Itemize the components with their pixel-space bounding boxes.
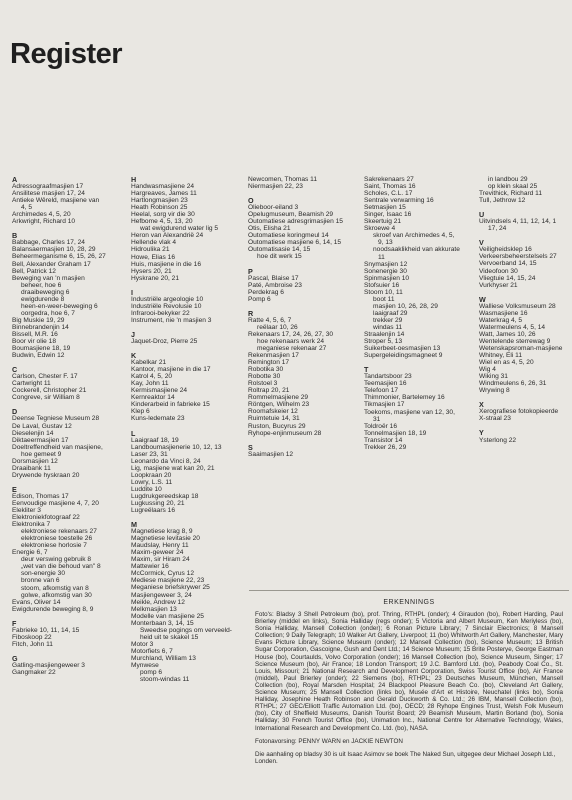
index-entry: Klep 6 <box>131 408 150 416</box>
index-entry: Ruston, Bucyrus 29 <box>248 422 306 430</box>
index-entry: Wrywing 8 <box>479 387 510 395</box>
index-entry: Meikle, Andrew 12 <box>131 598 185 606</box>
index-entry: Laser 23, 31 <box>131 450 168 458</box>
index-entry: Scholes, C.L. 17 <box>364 190 413 198</box>
index-letter-heading: W <box>479 294 486 304</box>
quote-credit: Die aanhaling op bladsy 30 is uit Isaac Asimov se boek The Naked Sun, uitgegee deur Michael Joseph Ltd., Londen. <box>255 750 556 765</box>
index-entry: Teemasjien 16 <box>364 380 407 388</box>
index-entry: Leonardo da Vinci 8, 24 <box>131 457 201 465</box>
index-entry: Telefoon 17 <box>364 387 399 395</box>
index-entry: Robotte 30 <box>248 373 281 381</box>
index-entry: Ansilitese masjien 17, 24 <box>12 190 85 198</box>
index-entry: Gangmaker 22 <box>12 669 56 676</box>
index-entry: Hyskrane 20, 21 <box>131 274 180 282</box>
index-column-5 <box>479 176 572 444</box>
index-entry: Big Muskie 19, 29 <box>12 316 65 324</box>
index-entry: Hefbome 4, 5, 13, 20 <box>131 218 193 226</box>
index-subentry: heid uit te skakel 15 <box>140 633 199 641</box>
index-entry: Pascal, Blaise 17 <box>248 274 299 282</box>
index-letter-heading: P <box>248 266 253 276</box>
index-entry: Melkmasjien 13 <box>131 605 177 613</box>
index-subentry: 17, 24 <box>488 225 507 233</box>
index-entry: Heath Robinson 25 <box>131 204 188 212</box>
index-entry: Motorfiets 6, 7 <box>131 647 173 655</box>
index-subentry: pomp 6 <box>140 669 162 677</box>
index-entry: Pomp 6 <box>248 295 271 303</box>
index-entry: Landboumasjienerie 10, 12, 13 <box>131 443 222 451</box>
acknowledgements-heading: ERKENNINGS <box>383 599 435 606</box>
index-entry: Stofsuier 16 <box>364 281 400 289</box>
index-entry: Archimedes 4, 5, 20 <box>12 211 71 219</box>
index-entry: Sentrale verwarming 16 <box>364 197 434 205</box>
index-letter-heading: V <box>479 238 484 248</box>
index-entry: Draaibank 11 <box>12 464 51 472</box>
index-entry: Industriële argeologie 10 <box>131 295 204 303</box>
index-letter-heading: G <box>12 653 18 663</box>
index-entry: Xerografiese fotokopieerde <box>479 408 559 416</box>
index-entry: Outomatisasie 14, 15 <box>248 246 311 254</box>
index-letter-heading: I <box>131 287 133 297</box>
index-entry: Beweging van 'n masjien <box>12 274 85 282</box>
index-entry: Spinmasjien 10 <box>364 274 410 282</box>
index-entry: Binnebrandenjin 14 <box>12 323 69 331</box>
index-subentry: stoom-windas 11 <box>140 676 190 684</box>
index-letter-heading: J <box>131 329 135 339</box>
index-entry: Rekenaars 17, 24, 26, 27, 30 <box>248 330 334 338</box>
index-entry: Verkeersbeheerstelsels 27 <box>479 253 557 261</box>
index-entry: Boor vir olie 18 <box>12 338 56 346</box>
index-entry: Straalenjin 14 <box>364 331 405 339</box>
index-entry: Magnetiese krag 8, 9 <box>131 528 193 536</box>
index-subentry: boot 11 <box>373 295 395 303</box>
index-entry: Trekker 26, 29 <box>364 443 407 451</box>
index-letter-heading: R <box>248 308 254 318</box>
index-entry: Trevithick, Richard 11 <box>479 190 543 198</box>
index-letter-heading: Y <box>479 428 484 438</box>
index-entry: Waterkrag 4, 5 <box>479 316 522 324</box>
index-entry: Hysers 20, 21 <box>131 267 172 275</box>
index-subentry: elektroniese rekenaars 27 <box>21 528 97 536</box>
index-entry: Bissell, M.R. 16 <box>12 330 58 338</box>
index-entry: Wentelende sterrewag 9 <box>479 337 551 345</box>
index-entry: Kay, John 11 <box>131 380 169 388</box>
index-subentry: heen-en-weer-beweging 6 <box>21 302 98 310</box>
index-entry: Fitch, John 11 <box>12 640 53 648</box>
index-entry: Sakrekenaars 27 <box>364 176 414 183</box>
index-entry: Murchland, William 13 <box>131 654 196 662</box>
index-entry: Skroewe 4 <box>364 225 396 233</box>
photo-research-credit: Fotonavorsing: PENNY WARN en JACKIE NEWTON <box>255 737 403 745</box>
index-entry: Heron van Alexandrië 24 <box>131 232 204 240</box>
index-entry: Kabelkar 21 <box>131 359 167 367</box>
index-entry: Maudslay, Henry 11 <box>131 542 189 550</box>
index-letter-heading: D <box>12 407 18 417</box>
index-letter-heading: U <box>479 210 485 220</box>
index-entry: Maxim, sir Hiram 24 <box>131 556 190 564</box>
index-subentry: golwe, afkomstig van 30 <box>21 591 92 599</box>
index-entry: Hellende vlak 4 <box>131 239 177 247</box>
index-entry: Outomatiese adresgrimasjien 15 <box>248 218 343 226</box>
index-entry: Remington 17 <box>248 359 290 367</box>
index-entry: Rolstoel 3 <box>248 380 278 388</box>
index-subentry: draaibeweging 6 <box>21 288 70 296</box>
index-entry: Cartwright 11 <box>12 380 51 388</box>
index-column-2 <box>131 176 243 683</box>
index-entry: Adressograafmasjien 17 <box>12 183 84 191</box>
index-entry: Tull, Jethrow 12 <box>479 197 526 205</box>
index-entry: Kernreaktor 14 <box>131 394 175 402</box>
index-column-4 <box>364 176 478 451</box>
index-entry: Babbage, Charles 17, 24 <box>12 239 85 247</box>
index-entry: Opelugmuseum, Beamish 29 <box>248 211 334 219</box>
index-entry: Beheermeganisme 6, 15, 26, 27 <box>12 253 106 261</box>
index-entry: Laaigraaf 18, 19 <box>131 436 179 444</box>
index-letter-heading: F <box>12 618 17 628</box>
index-entry: Motor 3 <box>131 640 154 648</box>
index-subentry: Sweedse pogings om verveeld- <box>140 626 232 634</box>
index-entry: Watermeulens 4, 5, 14 <box>479 323 546 331</box>
index-subentry: meganiese rekenaar 27 <box>257 344 327 352</box>
index-letter-heading: T <box>364 365 369 375</box>
index-entry: Infrarooi-bekyker 22 <box>131 309 190 317</box>
index-entry: Roomafskeier 12 <box>248 408 298 416</box>
index-entry: Stoom 10, 11 <box>364 288 403 296</box>
index-entry: Deense Tegniese Museum 28 <box>12 415 100 423</box>
index-subentry: masjien 10, 26, 28, 29 <box>373 302 438 310</box>
index-entry: Veiligheidsklep 16 <box>479 246 532 254</box>
index-column-1 <box>12 176 124 676</box>
index-entry: Antieke Wêreld, masjiene van <box>12 197 100 205</box>
index-entry: Ysterlong 22 <box>479 436 517 444</box>
index-entry: Huis, masjiene in die 16 <box>131 260 202 268</box>
index-entry: Windmeulens 6, 26, 31 <box>479 380 547 388</box>
index-subentry: hoe rekenaars werk 24 <box>257 337 325 345</box>
index-entry: Toekoms, masjiene van 12, 30, <box>364 408 455 416</box>
index-entry: Carlson, Chester F. 17 <box>12 373 78 381</box>
index-entry: Elektronika 7 <box>12 521 51 529</box>
index-entry: Monterbaan 3, 14, 15 <box>131 619 194 627</box>
acknowledgements-text: Foto's: Bladsy 3 Shell Petroleum (bo), prof. Thring, RTHPL (onder); 4 Giraudon (bo), Robert Harding, Paul Brierley (middel en links), Sonia Halliday (regs onder); 5 Victoria and Albert Museum, Ken Meriyless (bo), Sonia Halliday, Mansell Collection (onder); 6 Ronan Picture Library; 7 Sinclair Electronics; 8 Mansell Collection; 9 Daily Telegraph; 10 Walker Art Gallery, Liverpool; 11 (bo) Whitworth Art Gallery, Manchester, Mary Evans Picture Library, Science Museum (onder); 12 Mansell Collection (bo), Science Museum; 13 British Sugar Corporation, Gascoigne, Gush and Dent Ltd.; 14 Science Museum; 15 Brite Posterye, George Eastman House (bo), Courtaulds, Volvo Corporation (onder); 16 Mansell Collection (bo), Science Museum, Singer; 17 Science Museum (bo), Air France; 18 London Transport; 19 J.C. Bamford Ltd. (bo), Peabody Coal Co., St. Louis, Missouri; 21 National Research and Development Corporation, Swiss Tourist Office (bo), Air France (middel), Paul Brierley (onder); 22 Siemens (bo), RTHPL; 23 Deutsches Museum, München, Mansell Collection (bo), Royal Marsden Hospital; 24 Blackpool Pleasure Beach Co. (bo), Cleveland Art Gallery, Science Museum; 25 Mansell Collection (links bo), Musée d'Art et Histoire, Neuchatel (links bo), Sonia Halliday, Josephine Heath Robinson and Gerald Duckworth & Co. Ltd.; 26 IBM, Mansell Collection (bo), RTHPL; 27 GEC/Elliott Traffic Automation Ltd. (bo), OECD; 28 Ryhope Engines Trust, Welsh Folk Museum (bo), City of Sheffield Museums, Danish Tourist Board; 29 Beamish Museum, Martin Borland (bo), Sonia Halliday; 30 French Tourist Office (bo), Unimation Inc., National Centre for Alternative Technology, Wales, International Research and Development Co. Ltd. (bo), NASA. <box>255 611 563 732</box>
index-entry: Cockerell, Christopher 21 <box>12 387 87 395</box>
index-entry: Tonnelmasjien 18, 19 <box>364 429 427 437</box>
index-entry: Masjiengeweer 3, 24 <box>131 591 192 599</box>
index-entry: Skeertuig 21 <box>364 218 402 226</box>
index-subentry: 4, 5 <box>21 204 32 212</box>
index-entry: Maxim-geweer 24 <box>131 549 184 557</box>
index-entry: Kantoor, masjiene in die 17 <box>131 366 211 374</box>
index-entry: Hidroulika 21 <box>131 246 170 254</box>
index-entry: Diktaeermasjien 17 <box>12 436 69 444</box>
index-entry: Energie 6, 7 <box>12 549 48 557</box>
index-entry: Roltrap 20, 21 <box>248 387 290 395</box>
index-entry: Howe, Elias 16 <box>131 253 175 261</box>
index-subentry: elektroniese toestelle 26 <box>21 535 93 543</box>
index-letter-heading: B <box>12 231 18 241</box>
index-entry: Supergeleidingsmagneet 9 <box>364 352 443 360</box>
index-entry: Rekenmasjien 17 <box>248 352 299 360</box>
index-entry: Videofoon 30 <box>479 267 518 275</box>
index-entry: Bell, Patrick 12 <box>12 267 56 275</box>
index-entry: Uitvindsels 4, 11, 12, 14, 1 <box>479 218 557 226</box>
index-entry: Fabrieke 10, 11, 14, 15 <box>12 626 80 634</box>
index-entry: Singer, Isaac 16 <box>364 211 412 219</box>
index-entry: Budwin, Edwin 12 <box>12 352 65 360</box>
index-entry: Ratte 4, 5, 6, 7 <box>248 316 292 324</box>
index-entry: Outomatiese masjiene 6, 14, 15 <box>248 239 342 247</box>
index-letter-heading: X <box>479 400 484 410</box>
page-title: Register <box>10 38 123 70</box>
index-subentry: bronne van 6 <box>21 577 60 585</box>
index-entry: De Laval, Gustav 12 <box>12 422 72 430</box>
index-letter-heading: M <box>131 520 137 530</box>
index-entry: Snymasjien 12 <box>364 260 408 268</box>
index-entry: Elektroniekfotograaf 22 <box>12 514 80 522</box>
index-entry: Rommelmasjiene 29 <box>248 394 309 402</box>
index-entry: Gatling-masjiengeweer 3 <box>12 661 85 669</box>
index-entry: Katrol 4, 5, 20 <box>131 373 173 381</box>
index-entry: Ruimtetuie 14, 31 <box>248 415 300 423</box>
index-entry: Kuns-ledemate 23 <box>131 415 185 423</box>
index-entry: Wiking 31 <box>479 373 508 381</box>
index-entry: Luddite 10 <box>131 485 162 493</box>
index-letter-heading: A <box>12 176 18 184</box>
index-entry: Wetenskapsroman-masjiene <box>479 344 563 352</box>
index-entry: Boumasjiene 18, 19 <box>12 345 71 353</box>
index-subentry: op klein skaal 25 <box>488 183 538 191</box>
index-subentry: hoe gemeet 9 <box>21 450 62 458</box>
index-subentry: 11 <box>378 253 385 261</box>
index-entry: Industriële Revolusie 10 <box>131 302 202 310</box>
index-entry: Sonenergie 30 <box>364 267 407 275</box>
index-entry: Tandartsboor 23 <box>364 373 412 381</box>
index-letter-heading: C <box>12 365 18 375</box>
index-letter-heading: L <box>131 428 136 438</box>
index-entry: Jaquet-Droz, Pierre 25 <box>131 337 198 345</box>
index-entry: Heelal, sorg vir die 30 <box>131 211 195 219</box>
index-subentry: oorgedra, hoe 6, 7 <box>21 309 75 317</box>
index-entry: Meganiese briefskrywer 25 <box>131 584 210 592</box>
index-entry: Paté, Ambroise 23 <box>248 281 302 289</box>
index-entry: Bell, Alexander Graham 17 <box>12 260 91 268</box>
index-entry: Stroper 5, 13 <box>364 338 403 346</box>
index-letter-heading: K <box>131 351 137 361</box>
index-entry: Loopkraan 20 <box>131 471 172 479</box>
index-entry: Hartlongmasjien 23 <box>131 197 188 205</box>
index-entry: Eenvoudige masjiene 4, 7, 20 <box>12 499 99 507</box>
index-entry: Balansaermasjien 10, 28, 29 <box>12 246 96 254</box>
index-entry: Whitney, Eli 11 <box>479 352 522 360</box>
index-subentry: son-energie 30 <box>21 570 65 578</box>
index-subentry: in landbou 29 <box>488 176 528 183</box>
index-subentry: trekker 29 <box>373 316 403 324</box>
index-entry: Dorsmasjien 12 <box>12 457 58 465</box>
index-entry: Drywende hyskraan 20 <box>12 471 80 479</box>
index-entry: Elekliter 3 <box>12 507 41 515</box>
index-entry: Mediese masjiene 22, 23 <box>131 577 205 585</box>
index-entry: Niermasjien 22, 23 <box>248 183 303 191</box>
index-subentry: noodsaaklikheid van akkurate <box>373 246 460 254</box>
index-subentry: 31 <box>373 415 381 423</box>
index-entry: McCormick, Cyrus 12 <box>131 570 195 578</box>
index-entry: Dieselenjin 14 <box>12 429 54 437</box>
index-subentry: beheer, hoe 6 <box>21 281 62 289</box>
index-entry: Outomatiese koringmeul 14 <box>248 232 329 240</box>
index-entry: Kinderarbeid in fabrieke 15 <box>131 401 210 409</box>
index-entry: Newcomen, Thomas 11 <box>248 176 318 183</box>
index-subentry: elektroniese horlosie 7 <box>21 542 87 550</box>
index-entry: Otis, Elisha 21 <box>248 225 291 233</box>
index-entry: Evans, Oliver 14 <box>12 598 61 606</box>
index-entry: Fiboskoop 22 <box>12 633 52 641</box>
index-entry: Lugkussing 20, 21 <box>131 499 185 507</box>
index-entry: Modelle van masjiene 25 <box>131 612 204 620</box>
index-entry: Wasmasjiene 16 <box>479 309 528 317</box>
index-entry: Suikerbeet-oesmasjien 13 <box>364 345 441 353</box>
index-entry: Setmasjien 15 <box>364 204 406 212</box>
index-entry: Ewigdurende beweging 8, 9 <box>12 605 94 613</box>
index-entry: Magnetiese levitasie 20 <box>131 535 200 543</box>
index-entry: Arkwright, Richard 10 <box>12 218 76 226</box>
index-entry: Hargreaves, James 11 <box>131 190 197 198</box>
index-entry: Röntgen, Wilhelm 23 <box>248 401 310 409</box>
index-subentry: wat ewigdurend water lig 5 <box>140 225 219 233</box>
index-entry: Instrument, nie 'n masjien 3 <box>131 316 212 324</box>
index-entry: Vurkhyser 21 <box>479 281 518 289</box>
index-subentry: stoom, afkomstig van 8 <box>21 584 89 592</box>
index-entry: Wiel en as 4, 5, 20 <box>479 359 534 367</box>
index-letter-heading: O <box>248 196 254 206</box>
index-entry: Congreve, sir William 8 <box>12 394 80 402</box>
index-subentry: ewigdurende 8 <box>21 295 65 303</box>
index-entry: Doeltreffendheid van masjiene, <box>12 443 103 451</box>
index-subentry: skroef van Archimedes 4, 5, <box>373 232 455 240</box>
index-entry: Kermismasjiene 24 <box>131 387 188 395</box>
index-entry: Edison, Thomas 17 <box>12 492 69 500</box>
index-entry: Lugreëlaars 16 <box>131 507 175 515</box>
index-entry: Walliese Volksmuseum 28 <box>479 302 556 310</box>
index-letter-heading: H <box>131 176 137 184</box>
index-entry: Mattewier 16 <box>131 563 169 571</box>
index-entry: Lugdrukgereedskap 18 <box>131 492 199 500</box>
index-subentry: 9, 13 <box>378 239 393 247</box>
index-entry: Saint, Thomas 16 <box>364 183 416 191</box>
index-entry: Wig 4 <box>479 366 496 374</box>
index-entry: Perdekrag 6 <box>248 288 284 296</box>
index-entry: Vliegtuie 14, 15, 24 <box>479 274 536 282</box>
index-entry: Lowry, L.S. 11 <box>131 478 173 486</box>
index-subentry: laaigraaf 29 <box>373 309 408 317</box>
index-subentry: reëlaar 10, 26 <box>257 323 298 331</box>
index-entry: Watt, James 10, 26 <box>479 330 536 338</box>
index-entry: Lig, masjiene wat kan 20, 21 <box>131 464 215 472</box>
index-entry: Ryhope-enjinmuseum 28 <box>248 429 322 437</box>
index-entry: Transistor 14 <box>364 436 403 444</box>
index-subentry: deur verswing gebruik 8 <box>21 556 92 564</box>
index-entry: Toldroër 16 <box>364 422 397 430</box>
index-entry: Saaimasjien 12 <box>248 450 294 458</box>
index-entry: Thimmonier, Bartelemey 16 <box>364 394 445 402</box>
index-subentry: hoe dit werk 15 <box>257 253 302 261</box>
index-entry: X-straal 23 <box>479 415 511 423</box>
index-column-3 <box>248 176 360 458</box>
index-entry: Handwasmasjiene 24 <box>131 183 195 191</box>
index-letter-heading: S <box>248 442 253 452</box>
index-subentry: „wet van die behoud van" 8 <box>21 563 101 571</box>
index-entry: Vervoerband 14, 15 <box>479 260 537 268</box>
acknowledgements-box <box>249 590 569 800</box>
index-entry: Mynwese <box>131 662 159 669</box>
index-entry: Robotika 30 <box>248 366 284 374</box>
index-letter-heading: E <box>12 484 17 494</box>
index-subentry: windas 11 <box>373 323 403 331</box>
index-entry: Tikmasjien 17 <box>364 401 405 409</box>
index-entry: Olieboor-eiland 3 <box>248 204 299 212</box>
